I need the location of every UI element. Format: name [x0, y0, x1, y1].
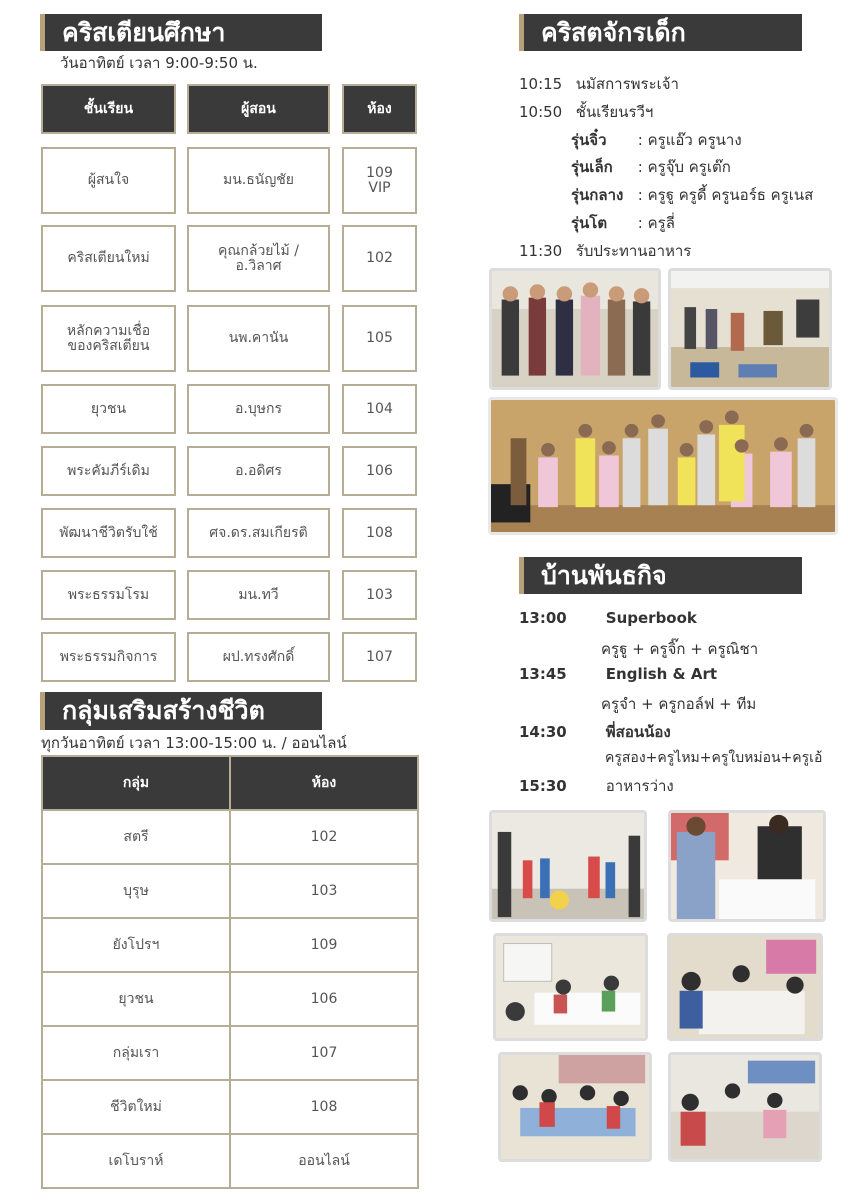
kids-group-teachers: : ครูลี่ [637, 214, 675, 232]
group-cell: กลุ่มเรา [41, 1025, 231, 1081]
schedule-item [519, 239, 691, 263]
christian-education-schedule: วันอาทิตย์ เวลา 9:00-9:50 น. [60, 54, 258, 72]
class-cell: พระคัมภีร์เดิม [41, 446, 176, 496]
teacher-cell: มน.ทวี [187, 570, 330, 620]
class-cell: ผู้สนใจ [41, 147, 176, 214]
class-cell: หลักความเชื่อ ของคริสเตียน [41, 305, 176, 372]
teacher-cell: มน.ธนัญชัย [187, 147, 330, 214]
kids-group-name: รุ่นโต [571, 214, 608, 232]
kids-group-teachers: : ครูฐู ครูดี้ ครูนอร์ธ ครูเนส [637, 186, 814, 204]
floor-activity-photo [668, 1052, 822, 1162]
group-cell: ยังโปรฯ [41, 917, 231, 973]
room-cell: 102 [229, 809, 419, 865]
table-header-group: กลุ่ม [41, 755, 231, 811]
activity-time: 13:45 [519, 665, 567, 683]
activity-time: 13:00 [519, 609, 567, 627]
activity-helpers: ครูจำ + ครูกอล์ฟ + ทีม [601, 695, 757, 713]
room-cell: 108 [229, 1079, 419, 1135]
table-row [41, 809, 417, 863]
room-cell: 108 [342, 508, 417, 558]
activity-item [519, 665, 717, 683]
group-activity-photo [498, 1052, 652, 1162]
table-header-class: ชั้นเรียน [41, 84, 176, 134]
table-row [41, 917, 417, 971]
kids-church-banner [519, 14, 802, 51]
teacher-cell: นพ.คานัน [187, 305, 330, 372]
kids-group-item [571, 211, 675, 235]
activity-item [519, 774, 674, 798]
schedule-time: 10:15 [519, 75, 563, 93]
room-cell: ออนไลน์ [229, 1133, 419, 1189]
table-row [41, 1025, 417, 1079]
room-cell: 106 [229, 971, 419, 1027]
activity-helpers: ครูสอง+ครูไหม+ครูใบหม่อน+ครูเอ้ [605, 750, 823, 766]
teacher-cell: คุณกล้วยไม้ / อ.วิลาศ [187, 225, 330, 292]
kids-group-teachers: : ครูแอ๊ว ครูนาง [637, 131, 742, 149]
class-cell: ยุวชน [41, 384, 176, 434]
table-row [41, 863, 417, 917]
table-header-teacher: ผู้สอน [187, 84, 330, 134]
table-header-room: ห้อง [229, 755, 419, 811]
kids-group-item [571, 128, 742, 152]
life-groups-table [41, 755, 417, 1187]
kids-group-name: รุ่นจิ๋ว [571, 131, 607, 149]
section-title: บ้านพันธกิจ [541, 560, 667, 590]
class-cell: พระธรรมโรม [41, 570, 176, 620]
craft-photo [668, 810, 826, 922]
table-header-room: ห้อง [342, 84, 417, 134]
activity-time: 14:30 [519, 723, 567, 741]
activity-name: พี่สอนน้อง [605, 723, 671, 741]
schedule-time: 10:50 [519, 103, 563, 121]
activity-name: Superbook [605, 609, 697, 627]
class-cell: พระธรรมกิจการ [41, 632, 176, 682]
classroom-photo [493, 933, 648, 1041]
room-cell: 109 VIP [342, 147, 417, 214]
group-cell: ชีวิตใหม่ [41, 1079, 231, 1135]
schedule-text: นมัสการพระเจ้า [575, 75, 679, 93]
activity-name: English & Art [605, 665, 718, 683]
group-cell: เดโบราห์ [41, 1133, 231, 1189]
room-cell: 106 [342, 446, 417, 496]
room-cell: 109 [229, 917, 419, 973]
class-cell: คริสเตียนใหม่ [41, 225, 176, 292]
table-row [41, 971, 417, 1025]
section-title: คริสเตียนศึกษา [62, 17, 226, 47]
section-title: คริสตจักรเด็ก [541, 17, 686, 47]
room-cell: 105 [342, 305, 417, 372]
kids-group-name: รุ่นเล็ก [571, 158, 613, 176]
room-cell: 103 [229, 863, 419, 919]
superbook-photo [489, 810, 647, 922]
christian-education-banner [40, 14, 322, 51]
room-cell: 107 [229, 1025, 419, 1081]
room-cell: 107 [342, 632, 417, 682]
teacher-cell: อ.บุษกร [187, 384, 330, 434]
room-cell: 104 [342, 384, 417, 434]
table-row [41, 1133, 417, 1187]
kids-group-teachers: : ครูจุ๊บ ครูเต๊ก [637, 158, 731, 176]
teacher-cell: ผป.ทรงศักดิ์ [187, 632, 330, 682]
activity-item [519, 609, 697, 627]
kids-group-item [571, 183, 813, 207]
class-cell: พัฒนาชีวิตรับใช้ [41, 508, 176, 558]
schedule-text: รับประทานอาหาร [575, 242, 692, 260]
activity-time: 15:30 [519, 777, 567, 795]
group-cell: สตรี [41, 809, 231, 865]
schedule-item [519, 100, 653, 124]
schedule-time: 11:30 [519, 242, 563, 260]
drawing-photo [667, 933, 823, 1041]
room-cell: 103 [342, 570, 417, 620]
mission-house-banner [519, 557, 802, 594]
kids-worship-photo [668, 268, 832, 390]
kids-group-name: รุ่นกลาง [571, 186, 624, 204]
kids-group-item [571, 155, 731, 179]
kids-stage-photo [488, 397, 838, 535]
room-cell: 102 [342, 225, 417, 292]
teacher-cell: อ.อดิศร [187, 446, 330, 496]
activity-helpers: ครูฐู + ครูจิ๊ก + ครูณิชา [601, 640, 759, 658]
activity-name: อาหารว่าง [605, 777, 674, 795]
group-cell: ยุวชน [41, 971, 231, 1027]
group-cell: บุรุษ [41, 863, 231, 919]
activity-item [519, 720, 671, 744]
section-title: กลุ่มเสริมสร้างชีวิต [62, 696, 265, 725]
schedule-text: ชั้นเรียนรวีฯ [575, 103, 654, 121]
schedule-item [519, 72, 679, 96]
teacher-cell: ศจ.ดร.สมเกียรติ [187, 508, 330, 558]
life-groups-schedule: ทุกวันอาทิตย์ เวลา 13:00-15:00 น. / ออนไลน์ [41, 734, 347, 752]
kids-costume-photo [489, 268, 661, 390]
table-row [41, 1079, 417, 1133]
table-header-row [41, 755, 417, 809]
life-groups-banner [40, 692, 322, 730]
